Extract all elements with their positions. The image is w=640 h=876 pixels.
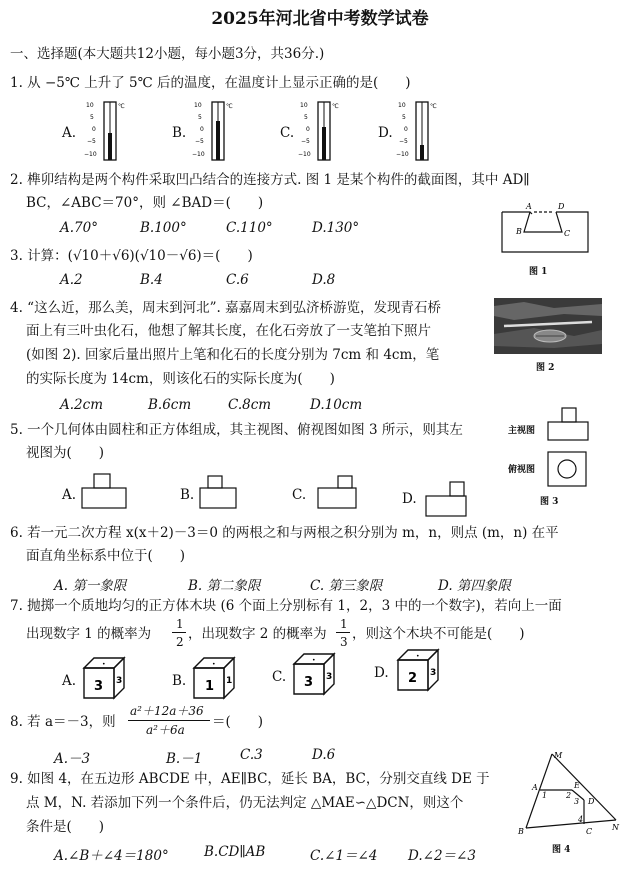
q5-stem-line1: 5. 一个几何体由圆柱和正方体组成，其主视图、俯视图如图 3 所示，则其左	[10, 422, 463, 438]
tick-label: 5	[402, 114, 406, 121]
q8-option-b[interactable]: B.－1	[166, 751, 203, 767]
fig4-label: 4	[578, 815, 584, 824]
q5-stem-line2: 视图为( )	[26, 445, 105, 461]
q3-option-b[interactable]: B.4	[140, 272, 163, 288]
tick-label: 0	[306, 126, 310, 133]
q6-option-d[interactable]: D. 第四象限	[438, 578, 511, 594]
q8-option-d[interactable]: D.6	[312, 747, 336, 763]
tick-label: −5	[399, 138, 408, 145]
tick-label: 10	[300, 102, 308, 109]
figure-4-pentagon	[512, 750, 624, 840]
q6-stem-line1: 6. 若一元二次方程 x(x＋2)－3＝0 的两根之和与两根之积分别为 m，n，则点 (m，n) 在平	[10, 525, 559, 541]
tick-label: −10	[396, 151, 409, 158]
cube-face-side: 1	[226, 676, 233, 686]
tick-label: −10	[298, 151, 311, 158]
fig4-label: N	[612, 823, 619, 832]
top-view-label: 俯视图	[508, 465, 536, 475]
figure-1-mortise	[498, 200, 594, 260]
tick-label: 5	[304, 114, 308, 121]
q8-option-c[interactable]: C.3	[240, 747, 263, 763]
q7-stem-line2b: ，出现数字 2 的概率为	[188, 626, 327, 642]
q4-option-d[interactable]: D.10cm	[310, 397, 363, 413]
fig4-label: 2	[566, 791, 572, 800]
q4-stem-line4: 的实际长度为 14cm，则该化石的实际长度为( )	[26, 371, 335, 387]
q2-option-a[interactable]: A.70°	[60, 220, 98, 236]
q7-stem-line1: 7. 抛掷一个质地均匀的正方体木块 (6 个面上分别标有 1，2，3 中的一个数字)，若向上一面	[10, 598, 562, 614]
fig1-label: D	[558, 202, 565, 211]
q7-option-c-label[interactable]: C.	[272, 669, 287, 685]
figure-2-fossil-photo	[494, 298, 602, 354]
q7-stem-line2a: 出现数字 1 的概率为	[26, 626, 152, 642]
fig1-label: C	[564, 229, 571, 238]
fig4-label: A	[532, 783, 538, 792]
q6-option-b[interactable]: B. 第二象限	[188, 578, 261, 594]
q5-option-b-view	[198, 472, 246, 510]
q7-frac2-den: 3	[340, 635, 348, 649]
q9-stem-line2: 点 M，N. 若添加下列一个条件后，仍无法判定 △MAE∽△DCN，则这个	[26, 795, 464, 811]
q7-frac1-den: 2	[176, 635, 184, 649]
q9-option-c[interactable]: C.∠1＝∠4	[310, 848, 378, 864]
q4-option-b[interactable]: B.6cm	[148, 397, 192, 413]
figure-3-top-view	[546, 450, 590, 488]
svg-text:•: •	[416, 653, 420, 660]
cube-face-front: 3	[304, 675, 314, 690]
q8-suffix: ＝( )	[212, 714, 264, 730]
tick-label: 5	[90, 114, 94, 121]
q1-option-c-label[interactable]: C.	[280, 125, 295, 141]
q9-option-b[interactable]: B.CD∥AB	[204, 844, 266, 860]
q5-option-c-label[interactable]: C.	[292, 487, 307, 503]
q3-option-a[interactable]: A.2	[60, 272, 83, 288]
fig4-label: C	[586, 827, 593, 836]
q8-numerator: a²＋12a＋36	[130, 704, 204, 718]
cube-face-side: 3	[116, 676, 123, 686]
q5-option-d-label[interactable]: D.	[402, 491, 417, 507]
fig4-label: D	[588, 797, 595, 806]
fig4-label: E	[574, 781, 580, 790]
fig1-label: B	[516, 227, 522, 236]
q4-stem-line3: (如图 2). 回家后量出照片上笔和化石的长度分别为 7cm 和 4cm，笔	[26, 347, 440, 363]
q7-stem-line2c: ，则这个木块不可能是( )	[352, 626, 525, 642]
tick-label: 10	[398, 102, 406, 109]
q7-cube-c	[290, 652, 338, 696]
q3-option-c[interactable]: C.6	[226, 272, 249, 288]
q9-stem-line3: 条件是( )	[26, 819, 105, 835]
tick-label: 5	[198, 114, 202, 121]
q1-option-d-label[interactable]: D.	[378, 125, 393, 141]
q7-cube-a	[80, 656, 128, 700]
q5-option-b-label[interactable]: B.	[180, 487, 195, 503]
q8-denominator: a²＋6a	[146, 723, 185, 737]
q9-option-d[interactable]: D.∠2＝∠3	[408, 848, 476, 864]
q9-option-a[interactable]: A.∠B＋∠4＝180°	[54, 848, 169, 864]
q7-option-a-label[interactable]: A.	[62, 673, 77, 689]
q6-option-c[interactable]: C. 第三象限	[310, 578, 383, 594]
q7-frac1-num: 1	[176, 617, 184, 631]
svg-text:•: •	[212, 661, 216, 668]
fig4-label: 1	[542, 791, 548, 800]
q7-option-d-label[interactable]: D.	[374, 665, 389, 681]
thermometer-d	[396, 99, 444, 163]
q5-option-a-label[interactable]: A.	[62, 487, 77, 503]
fig4-label: 3	[574, 797, 580, 806]
fig1-label: A	[526, 202, 532, 211]
q7-option-b-label[interactable]: B.	[172, 673, 187, 689]
tick-label: −10	[84, 151, 97, 158]
tick-label: 0	[404, 126, 408, 133]
cube-face-front: 2	[408, 671, 418, 686]
q7-frac2-num: 1	[340, 617, 348, 631]
q4-option-a[interactable]: A.2cm	[60, 397, 103, 413]
svg-text:•: •	[312, 657, 316, 664]
tick-label: 10	[194, 102, 202, 109]
q4-stem-line1: 4. “这么近，那么美，周末到河北”. 嘉嘉周末到弘济桥游览，发现青石桥	[10, 300, 442, 316]
figure-1-caption: 图 1	[529, 267, 548, 277]
q5-option-a-view	[80, 472, 128, 510]
q8-prefix: 8. 若 a＝－3，则	[10, 714, 116, 730]
unit-label: ℃	[332, 103, 339, 110]
q2-option-d[interactable]: D.130°	[312, 220, 360, 236]
q6-stem-line2: 面直角坐标系中位于( )	[26, 548, 186, 564]
q1-stem: 1. 从 −5℃ 上升了 5℃ 后的温度，在温度计上显示正确的是( )	[10, 75, 411, 91]
q2-stem-line1: 2. 榫卯结构是两个构件采取凹凸结合的连接方式. 图 1 是某个构件的截面图，其中 AD∥	[10, 172, 530, 188]
unit-label: ℃	[118, 103, 125, 110]
tick-label: 10	[86, 102, 94, 109]
q5-option-d-view	[424, 478, 470, 518]
tick-label: 0	[200, 126, 204, 133]
q2-option-c[interactable]: C.110°	[226, 220, 273, 236]
exam-title: 2025年河北省中考数学试卷	[211, 9, 429, 29]
q7-cube-b	[190, 656, 238, 700]
q9-stem-line1: 9. 如图 4，在五边形 ABCDE 中，AE∥BC，延长 BA，BC，分别交直线 DE 于	[10, 771, 490, 787]
tick-label: 0	[92, 126, 96, 133]
fig4-label: B	[518, 827, 524, 836]
tick-label: −5	[195, 138, 204, 145]
section-heading: 一、选择题(本大题共12小题，每小题3分，共36分.)	[10, 46, 325, 62]
q7-cube-d	[394, 648, 442, 692]
thermometer-c	[298, 99, 346, 163]
q4-option-c[interactable]: C.8cm	[228, 397, 272, 413]
fig4-label: M	[554, 751, 563, 760]
thermometer-a	[84, 99, 132, 163]
tick-label: −5	[301, 138, 310, 145]
svg-text:•: •	[102, 661, 106, 668]
q4-stem-line2: 面上有三叶虫化石，他想了解其长度，在化石旁放了一支笔拍下照片	[26, 323, 431, 339]
q6-option-a[interactable]: A. 第一象限	[54, 578, 127, 594]
q8-option-a[interactable]: A.－3	[54, 751, 91, 767]
q1-option-a-label[interactable]: A.	[62, 125, 77, 141]
cube-face-side: 3	[326, 672, 333, 682]
tick-label: −5	[87, 138, 96, 145]
main-view-label: 主视图	[508, 426, 536, 436]
unit-label: ℃	[226, 103, 233, 110]
q1-option-b-label[interactable]: B.	[172, 125, 187, 141]
q2-stem-line2: BC，∠ABC＝70°，则 ∠BAD＝( )	[26, 195, 264, 211]
q3-option-d[interactable]: D.8	[312, 272, 336, 288]
figure-3-caption: 图 3	[540, 497, 559, 507]
thermometer-b	[192, 99, 240, 163]
cube-face-front: 1	[205, 679, 215, 694]
cube-face-side: 3	[430, 668, 437, 678]
figure-2-caption: 图 2	[536, 363, 555, 373]
cube-face-front: 3	[94, 679, 104, 694]
figure-3-main-view	[546, 406, 590, 442]
q2-option-b[interactable]: B.100°	[140, 220, 187, 236]
unit-label: ℃	[430, 103, 437, 110]
q3-stem: 3. 计算：(√10＋√6)(√10－√6)＝( )	[10, 248, 253, 264]
q5-option-c-view	[312, 470, 360, 512]
figure-4-caption: 图 4	[552, 845, 571, 855]
tick-label: −10	[192, 151, 205, 158]
